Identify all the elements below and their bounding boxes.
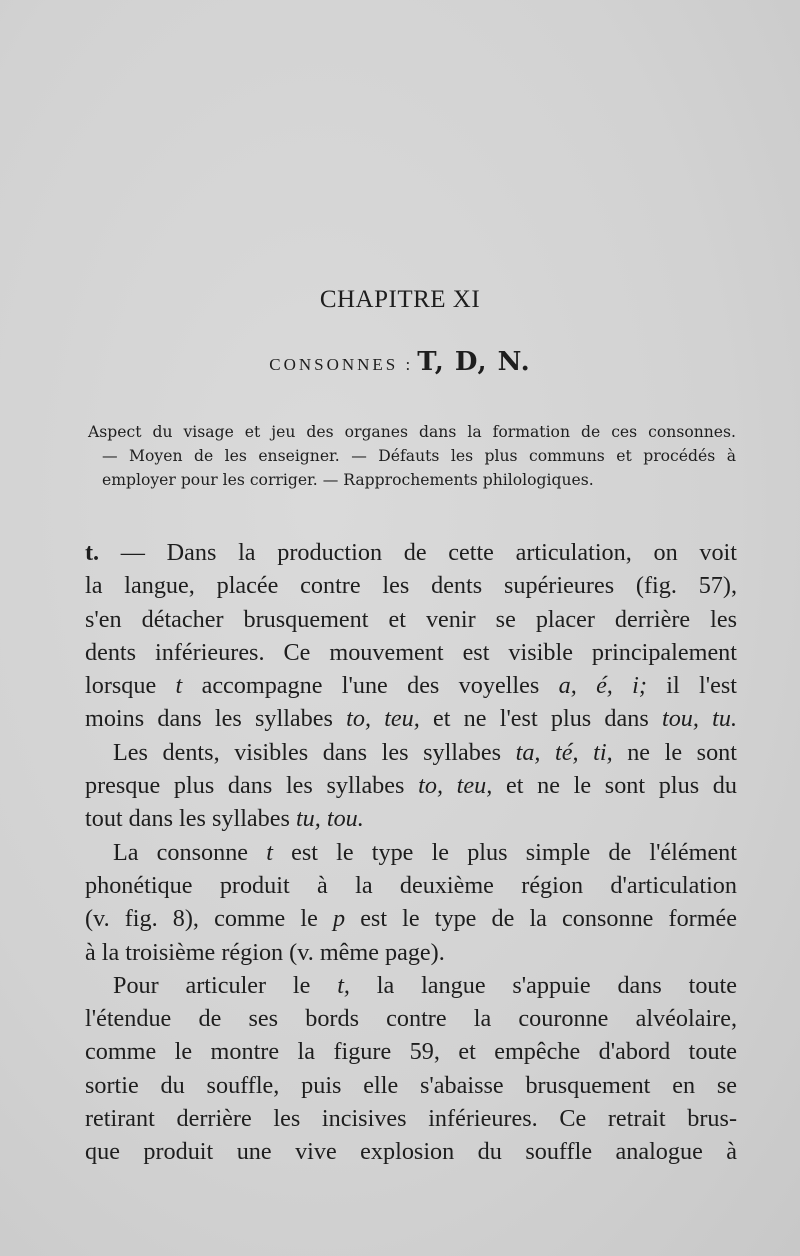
text-span: est le type le plus simple de l'élément [272,838,737,866]
chapter-title: CHAPITRE XI [319,286,481,313]
text-span: Les dents, visibles dans les syllabes [113,738,516,766]
text-line: l'étendue de ses bords contre la couronne alvéolaire, [85,1005,737,1033]
text-line [85,736,737,769]
text-line [85,669,737,702]
text-span: presque plus dans les syllabes [85,772,419,800]
italic-span: t [266,838,273,866]
text-line [85,702,737,735]
section-lead: t. [85,539,100,566]
body-text [85,536,737,1169]
text-span: est le type de la consonne formée [345,905,738,933]
text-line: phonétique produit à la deuxième région d'articulation [85,871,737,899]
italic-span: a, é, i; [558,672,647,700]
italic-span: t, [337,971,350,999]
text-span: moins dans les syllabes [85,705,347,733]
summary-line: — Moyen de les enseigner. — Défauts les plus communs et procédés à [102,447,736,465]
italic-span: t [175,672,183,700]
text-line [85,836,737,869]
chapter-subtitle [0,347,800,377]
subtitle-letters: T, D, N. [417,347,531,377]
italic-span: tu, tou. [295,805,364,833]
text-line: la langue, placée contre les dents supérieures (fig. 57), [85,572,737,600]
subtitle-label: CONSONNES : [269,355,414,374]
italic-span: ta, té, ti, [515,738,613,766]
text-span: tout dans les syllabes [85,805,296,833]
text-line [85,536,737,569]
italic-span: to, teu, [418,772,493,800]
text-line: s'en détacher brusquement et venir se placer derrière les [85,605,737,633]
text-span: Pour articuler le [113,971,338,999]
text-span: lorsque [85,672,176,700]
text-line [85,802,737,835]
text-span: (v. fig. 8), comme le [85,905,333,933]
summary-line: employer pour les corriger. — Rapprochements philologiques. [102,471,594,489]
italic-span: to, teu, [346,705,420,733]
text-line [85,769,737,802]
text-span: la langue s'appuie dans toute [349,971,737,999]
text-line [85,902,737,935]
text-line: à la troisième région (v. même page). [85,938,445,966]
text-line: retirant derrière les incisives inférieures. Ce retrait brus- [85,1105,737,1133]
text-span: accompagne l'une des voyelles [182,672,559,700]
text-span: — Dans la production de cette articulation, on voit [99,539,737,566]
italic-span: tou, tu. [661,705,737,733]
text-line: sortie du souffle, puis elle s'abaisse brusquement en se [85,1071,737,1099]
text-line: comme le montre la figure 59, et empêche d'abord toute [85,1038,737,1066]
text-line: dents inférieures. Ce mouvement est visible principalement [85,638,737,666]
text-span: et ne l'est plus dans [419,705,662,733]
text-line [85,969,737,1002]
text-span: il l'est [646,672,738,700]
text-span: ne le sont [612,738,737,766]
text-span: La consonne [113,838,267,866]
italic-span: p [332,905,346,933]
text-line: que produit une vive explosion du souffle analogue à [85,1138,737,1166]
chapter-summary [88,420,736,492]
summary-line: Aspect du visage et jeu des organes dans la formation de ces consonnes. [88,423,736,441]
text-span: et ne le sont plus du [492,772,737,800]
